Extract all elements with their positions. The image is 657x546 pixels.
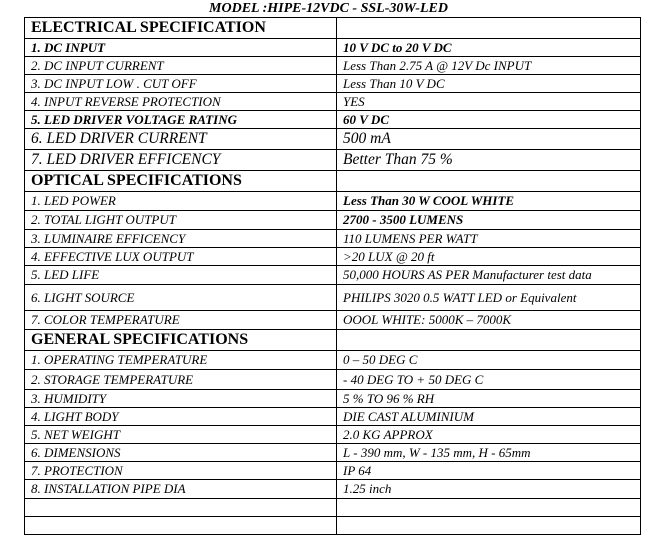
spec-label: 6. LED DRIVER CURRENT xyxy=(25,129,337,150)
spec-label: 1. DC INPUT xyxy=(25,39,337,57)
table-row xyxy=(25,408,641,426)
spec-label: 5. LED LIFE xyxy=(25,266,337,285)
spec-value: L - 390 mm, W - 135 mm, H - 65mm xyxy=(337,444,641,462)
table-row xyxy=(25,311,641,330)
section-title-electrical: ELECTRICAL SPECIFICATION xyxy=(25,18,337,39)
spec-label: 2. DC INPUT CURRENT xyxy=(25,57,337,75)
spec-value: YES xyxy=(337,93,641,111)
spec-value: Less Than 30 W COOL WHITE xyxy=(337,192,641,211)
empty-row xyxy=(25,517,641,535)
spec-value: 2700 - 3500 LUMENS xyxy=(337,211,641,230)
spec-value: Less Than 2.75 A @ 12V Dc INPUT xyxy=(337,57,641,75)
spec-table xyxy=(24,17,641,535)
section-title-optical: OPTICAL SPECIFICATIONS xyxy=(25,171,337,192)
spec-value: 60 V DC xyxy=(337,111,641,129)
spec-value: 500 mA xyxy=(337,129,641,150)
table-row xyxy=(25,285,641,311)
empty-cell xyxy=(337,171,641,192)
table-row xyxy=(25,111,641,129)
spec-label: 3. DC INPUT LOW . CUT OFF xyxy=(25,75,337,93)
table-row xyxy=(25,390,641,408)
table-row xyxy=(25,480,641,499)
spec-label: 4. LIGHT BODY xyxy=(25,408,337,426)
empty-cell xyxy=(337,499,641,517)
spec-label: 7. PROTECTION xyxy=(25,462,337,480)
section-header-row xyxy=(25,171,641,192)
table-row xyxy=(25,230,641,248)
empty-cell xyxy=(25,499,337,517)
table-row xyxy=(25,150,641,171)
empty-row xyxy=(25,499,641,517)
spec-label: 2. STORAGE TEMPERATURE xyxy=(25,370,337,390)
table-row xyxy=(25,426,641,444)
spec-label: 2. TOTAL LIGHT OUTPUT xyxy=(25,211,337,230)
document-title: MODEL :HIPE-12VDC - SSL-30W-LED xyxy=(209,1,448,16)
table-row xyxy=(25,444,641,462)
empty-cell xyxy=(337,330,641,351)
spec-label: 1. OPERATING TEMPERATURE xyxy=(25,351,337,370)
spec-value: OOOL WHITE: 5000K – 7000K xyxy=(337,311,641,330)
spec-value: IP 64 xyxy=(337,462,641,480)
table-row xyxy=(25,57,641,75)
table-row xyxy=(25,93,641,111)
table-row xyxy=(25,248,641,266)
spec-value: 2.0 KG APPROX xyxy=(337,426,641,444)
table-row xyxy=(25,192,641,211)
spec-label: 4. INPUT REVERSE PROTECTION xyxy=(25,93,337,111)
spec-value: Less Than 10 V DC xyxy=(337,75,641,93)
spec-value: 50,000 HOURS AS PER Manufacturer test data xyxy=(337,266,641,285)
spec-label: 5. LED DRIVER VOLTAGE RATING xyxy=(25,111,337,129)
table-row xyxy=(25,351,641,370)
section-header-row xyxy=(25,330,641,351)
spec-value: 0 – 50 DEG C xyxy=(337,351,641,370)
spec-label: 7. LED DRIVER EFFICENCY xyxy=(25,150,337,171)
spec-label: 4. EFFECTIVE LUX OUTPUT xyxy=(25,248,337,266)
empty-cell xyxy=(337,517,641,535)
spec-label: 6. LIGHT SOURCE xyxy=(25,285,337,311)
table-row xyxy=(25,39,641,57)
section-header-row xyxy=(25,18,641,39)
spec-label: 6. DIMENSIONS xyxy=(25,444,337,462)
spec-value: 10 V DC to 20 V DC xyxy=(337,39,641,57)
empty-cell xyxy=(337,18,641,39)
spec-label: 3. HUMIDITY xyxy=(25,390,337,408)
table-row xyxy=(25,370,641,390)
empty-cell xyxy=(25,517,337,535)
spec-value: 5 % TO 96 % RH xyxy=(337,390,641,408)
section-title-general: GENERAL SPECIFICATIONS xyxy=(25,330,337,351)
spec-label: 7. COLOR TEMPERATURE xyxy=(25,311,337,330)
table-row xyxy=(25,462,641,480)
spec-label: 3. LUMINAIRE EFFICENCY xyxy=(25,230,337,248)
spec-label: 1. LED POWER xyxy=(25,192,337,211)
table-row xyxy=(25,75,641,93)
spec-value: 110 LUMENS PER WATT xyxy=(337,230,641,248)
spec-label: 5. NET WEIGHT xyxy=(25,426,337,444)
spec-value: Better Than 75 % xyxy=(337,150,641,171)
spec-label: 8. INSTALLATION PIPE DIA xyxy=(25,480,337,499)
spec-value: - 40 DEG TO + 50 DEG C xyxy=(337,370,641,390)
table-row xyxy=(25,211,641,230)
spec-value: DIE CAST ALUMINIUM xyxy=(337,408,641,426)
table-row xyxy=(25,266,641,285)
spec-value: >20 LUX @ 20 ft xyxy=(337,248,641,266)
spec-value: PHILIPS 3020 0.5 WATT LED or Equivalent xyxy=(337,285,641,311)
table-row xyxy=(25,129,641,150)
spec-value: 1.25 inch xyxy=(337,480,641,499)
